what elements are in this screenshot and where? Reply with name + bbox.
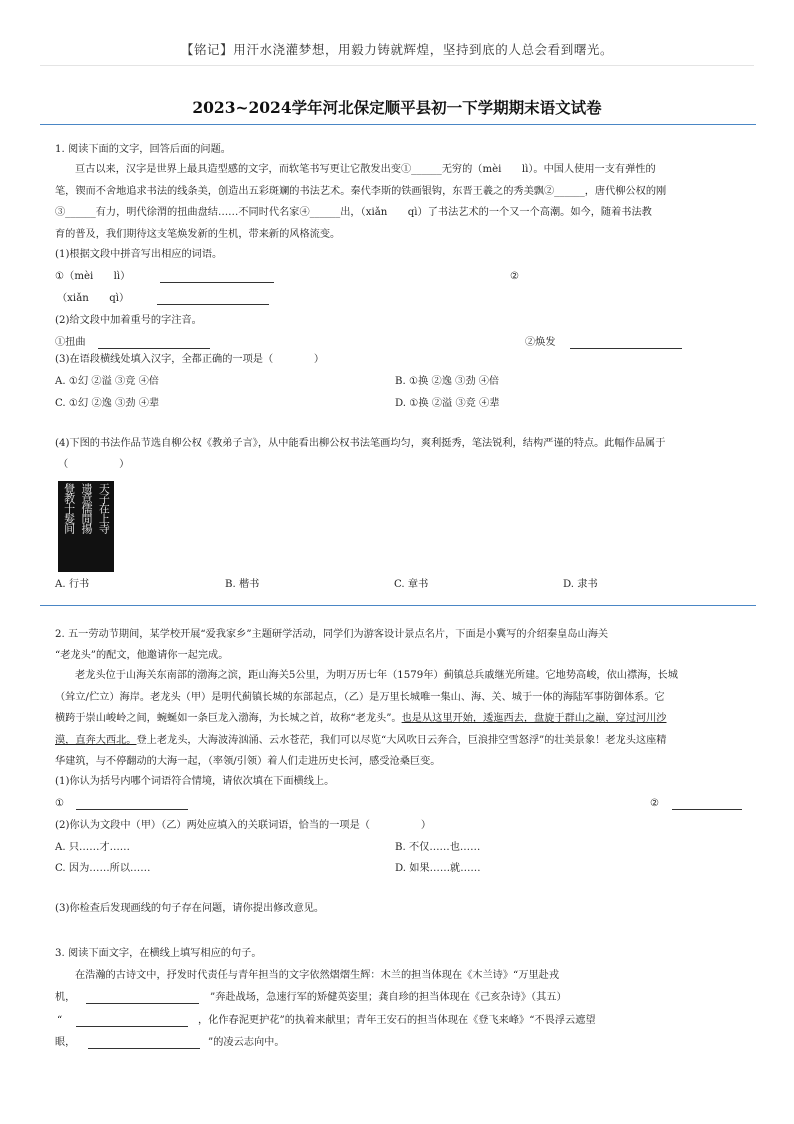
- q1-sub2-b-answer-blank[interactable]: [570, 336, 682, 349]
- q3-line-3-start: “: [57, 1015, 63, 1026]
- q2-sub1: (1)你认为括号内哪个词语符合情境，请依次填在下面横线上。: [55, 776, 335, 787]
- q3-line-3-end: ，化作春泥更护花”的执着来献里；青年王安石的担当体现在《登飞来峰》“不畏浮云遮望: [198, 1015, 596, 1026]
- q1-sub4-option-d[interactable]: D. 隶书: [563, 579, 598, 590]
- q2-sub1-b-label: ②: [650, 798, 660, 809]
- q2-sub2-option-b[interactable]: B. 不仅……也……: [395, 842, 481, 853]
- q1-sub3-option-b[interactable]: B. ①换 ②逸 ③劲 ④倍: [395, 376, 500, 387]
- q3-line-4-end: ”的凌云志向中。: [208, 1037, 285, 1048]
- q2-para-line-4b: 登上老龙头，大海波涛汹涌、云水苍茫，我们可以尽览“大风吹日云奔合，巨浪排空雪怒浮”的壮美景象！老龙头这座精: [136, 734, 667, 746]
- q1-sub4-option-c[interactable]: C. 章书: [394, 579, 429, 590]
- q3-line-4-start: 眼，: [55, 1037, 76, 1048]
- q3-answer-blank-3[interactable]: [88, 1036, 200, 1049]
- q1-para-line-1: 亘古以来，汉字是世界上最具造型感的文字，而软笔书写更让它散发出变①______无穷的（mèi lì）。中国人使用一支有弹性的: [75, 164, 656, 175]
- q3-stem: 3. 阅读下面文字，在横线上填写相应的句子。: [55, 948, 262, 959]
- q2-sub2-option-c[interactable]: C. 因为……所以……: [55, 863, 151, 874]
- q1-para-line-3: ③______有力，明代徐渭的扭曲盘结……不同时代名家④______出，（xiǎn qì）了书法艺术的一个又一个高潮。如今，随着书法教: [55, 207, 652, 218]
- q1-sub1-c-label: （xiǎn qì）: [57, 293, 130, 304]
- q1-sub4-answer-paren[interactable]: （ ）: [58, 459, 130, 470]
- calligraphy-column-3: 覺教十髮间: [62, 483, 76, 533]
- q2-para-line-1: 老龙头位于山海关东南部的渤海之滨，距山海关5公里，为明万历七年（1579年）蓟镇总兵戚继光所建。它地势高峻，依山襟海，长城: [75, 670, 678, 681]
- q1-sub3: (3)在语段横线处填入汉字，全都正确的一项是（ ）: [55, 354, 325, 365]
- q2-sub1-a-label: ①: [55, 798, 65, 809]
- q1-sub2-b-label: ②焕发: [525, 337, 556, 348]
- q2-sub2-option-a[interactable]: A. 只……才……: [55, 842, 130, 853]
- q3-line-2-end: ”奔赴战场，急速行军的矫健英姿里；龚自珍的担当体现在《己亥杂诗》（其五）: [210, 992, 567, 1003]
- q1-para-line-4: 育的普及，我们期待这支笔焕发新的生机，带来新的风格流变。: [55, 228, 341, 240]
- q2-sub2-option-d[interactable]: D. 如果……就……: [395, 863, 481, 874]
- q2-sub2: (2)你认为文段中（甲）（乙）两处应填入的关联词语，恰当的一项是（ ）: [55, 820, 432, 831]
- q2-sub1-b-answer-blank[interactable]: [672, 797, 742, 810]
- section-divider-1: [40, 605, 756, 606]
- q2-stem-line-2: “老龙头”的配文，他邀请你一起完成。: [55, 650, 229, 661]
- q1-sub1-a-label: ①（mèi lì）: [55, 271, 131, 282]
- q1-stem: 1. 阅读下面的文字，回答后面的问题。: [55, 144, 231, 155]
- q1-sub2: (2)给文段中加着重号的字注音。: [55, 315, 202, 326]
- section-divider-top: [40, 124, 756, 125]
- q1-sub4-option-a[interactable]: A. 行书: [55, 579, 90, 590]
- q1-para-line-2: 笔，锲而不舍地追求书法的线条美，创造出五彩斑斓的书法艺术。秦代李斯的铁画银钩，东晋王羲之的秀美飘②______，唐代柳公权的刚: [55, 185, 667, 197]
- q1-sub4: (4)下图的书法作品节选自柳公权《教弟子言》，从中能看出柳公权书法笔画均匀，爽利挺秀，笔法锐利，结构严谨的特点。此幅作品属于: [55, 438, 666, 449]
- q2-sub1-a-answer-blank[interactable]: [76, 797, 188, 810]
- header-divider: [40, 65, 754, 66]
- q1-sub3-option-a[interactable]: A. ①幻 ②溢 ③竞 ④倍: [55, 376, 159, 387]
- calligraphy-column-2: 遗意儒閒揚: [79, 483, 93, 533]
- q1-sub1-b-label: ②: [510, 271, 520, 282]
- calligraphy-column-1: 天子在上寺: [97, 483, 111, 533]
- q2-para-line-2: （耸立/伫立）海岸。老龙头（甲）是明代蓟镇长城的东部起点，（乙）是万里长城唯一集山、海、关、城于一体的海陆军事防御体系。它: [55, 691, 665, 703]
- q1-sub1: (1)根据文段中拼音写出相应的词语。: [55, 249, 223, 260]
- q2-sub3: (3)你检查后发现画线的句子存在问题，请你提出修改意见。: [55, 903, 325, 914]
- q2-stem-line-1: 2. 五一劳动节期间，某学校开展“爱我家乡”主题研学活动，同学们为游客设计景点名片，下面是小冀写的介绍秦皇岛山海关: [55, 629, 609, 640]
- motto-banner: 【铭记】用汗水浇灌梦想，用毅力铸就辉煌，坚持到底的人总会看到曙光。: [180, 42, 614, 57]
- q1-sub2-a-label: ①扭曲: [55, 337, 86, 348]
- q1-sub1-b-answer-blank[interactable]: [157, 292, 269, 305]
- q1-sub2-a-answer-blank[interactable]: [98, 336, 210, 349]
- q2-para-line-3a: 横跨于崇山峻岭之间，蜿蜒如一条巨龙入渤海，为长城之首，故称“老龙头”。: [55, 713, 402, 724]
- q1-sub3-option-d[interactable]: D. ①换 ②溢 ③竞 ④辈: [395, 398, 500, 409]
- q3-line-1: 在浩瀚的古诗文中，抒发时代责任与青年担当的文字依然熠熠生辉：木兰的担当体现在《木兰诗》“万里赴戎: [75, 970, 560, 981]
- q2-underlined-sentence-2: 漠，直奔大西北。: [55, 734, 137, 746]
- q1-sub1-a-answer-blank[interactable]: [160, 270, 274, 283]
- q1-passage: [55, 159, 760, 245]
- q3-line-2-start: 机，: [55, 992, 76, 1003]
- q2-underlined-sentence-1: 也是从这里开始，逶迤西去，盘旋于群山之巅，穿过河川沙: [401, 713, 667, 724]
- q2-passage: [55, 665, 765, 773]
- q1-sub4-option-b[interactable]: B. 楷书: [225, 579, 260, 590]
- calligraphy-image: [58, 481, 114, 572]
- q3-answer-blank-2[interactable]: [76, 1014, 188, 1027]
- q3-answer-blank-1[interactable]: [86, 991, 199, 1004]
- q2-para-line-5: 华建筑，与不停翻动的大海一起，（率领/引领）着人们走进历史长河，感受沧桑巨变。: [55, 756, 441, 767]
- page-title: 2023~2024学年河北保定顺平县初一下学期期末语文试卷: [192, 98, 602, 117]
- q1-sub3-option-c[interactable]: C. ①幻 ②逸 ③劲 ④辈: [55, 398, 160, 409]
